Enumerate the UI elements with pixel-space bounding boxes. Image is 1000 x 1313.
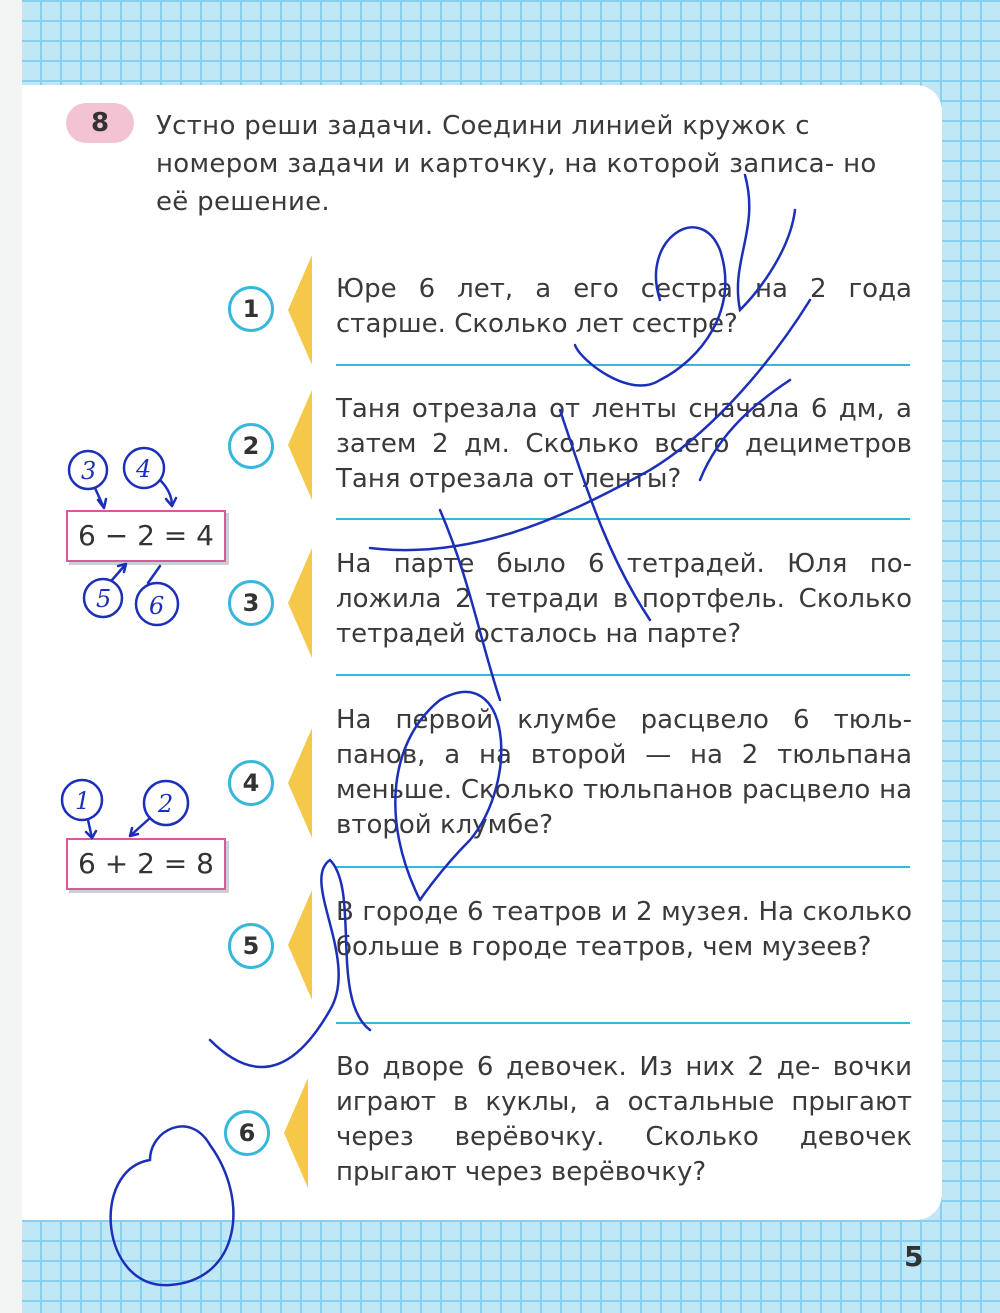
problem-circle-2[interactable]: 2 bbox=[228, 423, 274, 469]
solution-card-addition[interactable]: 6 + 2 = 8 bbox=[66, 838, 226, 890]
answer-line-1 bbox=[336, 364, 910, 366]
problem-text-6: Во дворе 6 девочек. Из них 2 де- вочки играют в куклы, а остальные прыгают через верёвочку. Сколько девочек прыгают через верёвочку? bbox=[336, 1052, 912, 1187]
problem-text-2: Таня отрезала от ленты сначала 6 дм, а затем 2 дм. Сколько всего дециметров Таня отрезала от ленты? bbox=[336, 394, 912, 494]
page-binding-edge bbox=[0, 0, 22, 1313]
problem-circle-1[interactable]: 1 bbox=[228, 286, 274, 332]
task-number-badge: 8 bbox=[66, 103, 134, 143]
problem-text-4: На первой клумбе расцвело 6 тюль- панов, а на второй — на 2 тюльпана меньше. Сколько тюльпанов расцвело на второй клумбе? bbox=[336, 705, 912, 840]
problem-circle-3[interactable]: 3 bbox=[228, 580, 274, 626]
answer-line-2 bbox=[336, 518, 910, 520]
problem-circle-6[interactable]: 6 bbox=[224, 1110, 270, 1156]
answer-line-4 bbox=[336, 866, 910, 868]
answer-line-5 bbox=[336, 1022, 910, 1024]
handwritten-label: 5 bbox=[96, 585, 112, 613]
problem-circle-4[interactable]: 4 bbox=[228, 760, 274, 806]
handwritten-label: 4 bbox=[136, 455, 152, 483]
handwritten-label: 6 bbox=[149, 592, 165, 620]
answer-line-3 bbox=[336, 674, 910, 676]
problem-text-3: На парте было 6 тетрадей. Юля по- ложила 2 тетради в портфель. Сколько тетрадей осталось на парте? bbox=[336, 549, 912, 649]
handwritten-label: 2 bbox=[158, 790, 174, 818]
problem-text-1: Юре 6 лет, а его сестра на 2 года старше. Сколько лет сестре? bbox=[336, 274, 912, 339]
handwritten-label: 3 bbox=[81, 457, 97, 485]
solution-card-subtraction[interactable]: 6 − 2 = 4 bbox=[66, 510, 226, 562]
problem-text-5: В городе 6 театров и 2 музея. На сколько больше в городе театров, чем музеев? bbox=[336, 897, 912, 962]
task-instruction: Устно реши задачи. Соедини линией кружок с номером задачи и карточку, на которой записа- но её решение. bbox=[156, 111, 877, 217]
problem-circle-5[interactable]: 5 bbox=[228, 923, 274, 969]
page-number: 5 bbox=[904, 1240, 924, 1273]
handwritten-label: 1 bbox=[75, 787, 91, 815]
